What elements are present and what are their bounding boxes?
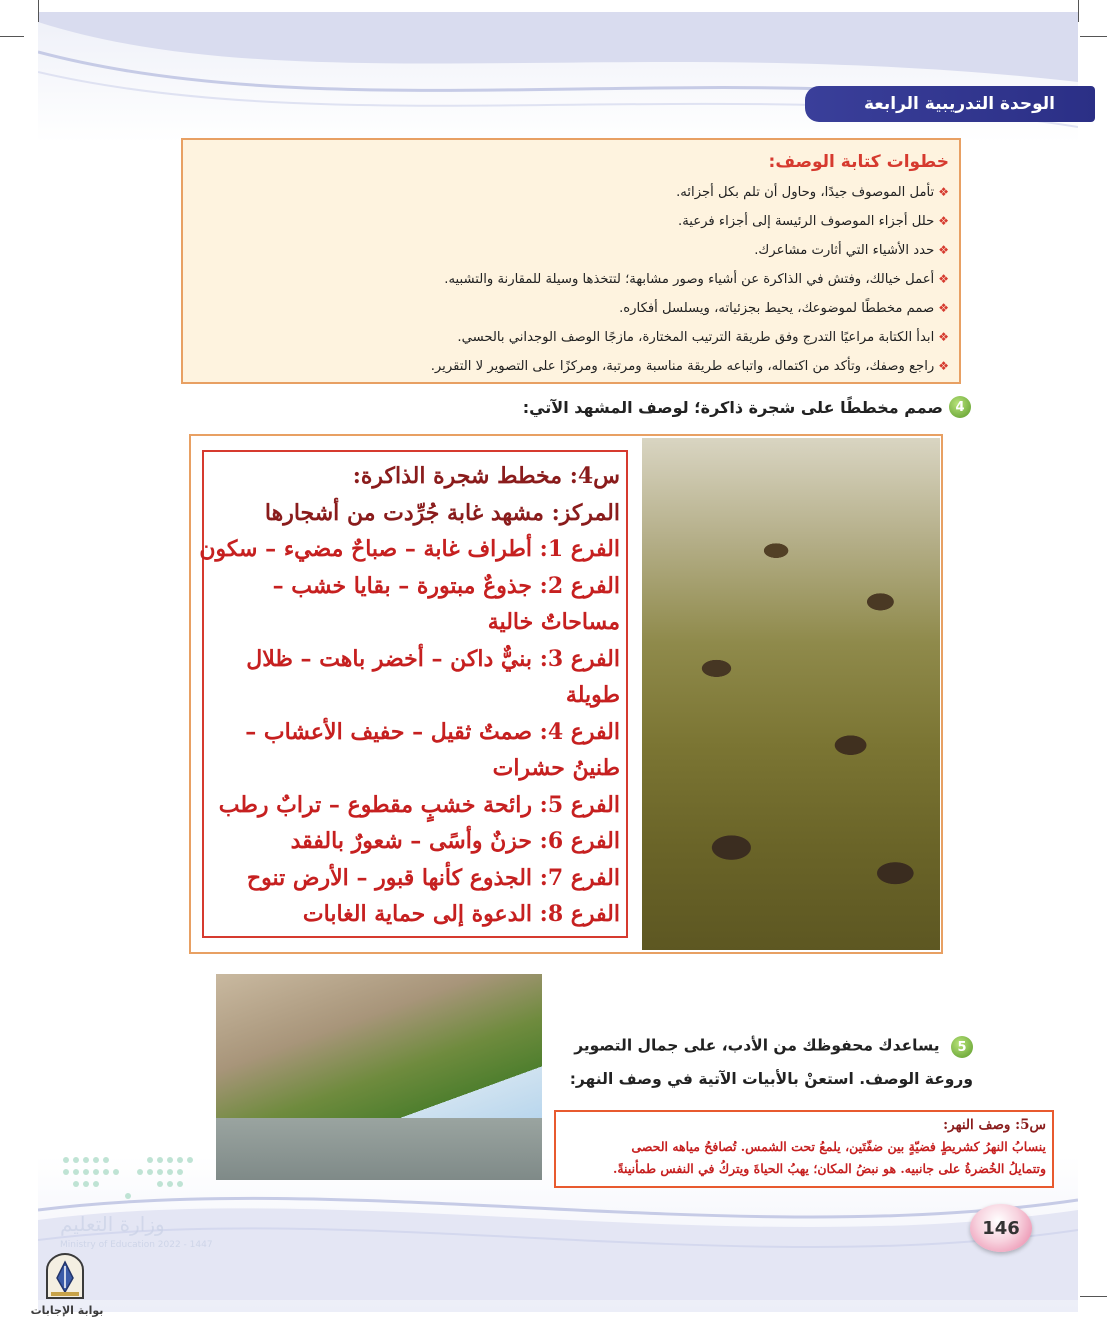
question-number-badge: 5 xyxy=(951,1036,973,1058)
answer-5-box xyxy=(554,1110,1054,1188)
diamond-bullet-icon: ❖ xyxy=(938,185,949,199)
answer-line: الفرع 7: الجذوع كأنها قبور – الأرض تنوح xyxy=(246,864,620,891)
question-4-text: صمم مخططًا على شجرة ذاكرة؛ لوصف المشهد الآتي: xyxy=(522,397,943,417)
river-photo xyxy=(216,974,542,1180)
crop-mark xyxy=(1080,1296,1107,1297)
list-item: ❖أعمل خيالك، وفتش في الذاكرة عن أشياء وصور مشابهة؛ لتتخذها وسيلة للمقارنة والتشبيه. xyxy=(444,272,949,287)
list-item: ❖تأمل الموصوف جيدًا، وحاول أن تلم بكل أجزائه. xyxy=(676,185,949,200)
answer-5-line-1: ينسابُ النهرُ كشريطٍ فضيّةٍ بين ضفّتَين، يلمعُ تحت الشمس. تُصافحُ مياهه الحصى xyxy=(631,1139,1046,1154)
top-wave-decoration xyxy=(38,12,1078,142)
writing-steps-box xyxy=(181,138,961,384)
pen-nib-icon xyxy=(43,1252,87,1300)
answer-line: الفرع 4: صمتٌ ثقيل – حفيف الأعشاب – xyxy=(245,718,620,745)
answer-line: الفرع 6: حزنٌ وأسًى – شعورٌ بالفقد xyxy=(290,828,620,854)
answer-line: الفرع 3: بنيٌّ داكن – أخضر باهت – ظلال xyxy=(246,645,620,672)
list-item: ❖حدد الأشياء التي أثارت مشاعرك. xyxy=(754,243,949,258)
answer-line: س4: مخطط شجرة الذاكرة: xyxy=(352,463,620,489)
answer-5-line-2: وتتمايلُ الخُضرةُ على جانبيه. هو نبضُ المكان؛ يهبُ الحياةَ ويتركُ في النفس طمأنينةً. xyxy=(613,1161,1046,1176)
diamond-bullet-icon: ❖ xyxy=(938,301,949,315)
diamond-bullet-icon: ❖ xyxy=(938,214,949,228)
list-item: ❖صمم مخططًا لموضوعك، يحيط بجزئياته، ويسلسل أفكاره. xyxy=(619,301,949,316)
answer-line: الفرع 2: جذوعٌ مبتورة – بقايا خشب – xyxy=(272,572,620,599)
crop-mark xyxy=(0,36,24,37)
answers-portal-label: بوابة الإجابات xyxy=(30,1304,104,1317)
question-5-line-1: يساعدك محفوظك من الأدب، على جمال التصوير xyxy=(574,1036,940,1055)
watermark-text: وزارة التعليم xyxy=(60,1212,165,1236)
answers-portal-logo[interactable] xyxy=(30,1252,104,1322)
answer-line: الفرع 8: الدعوة إلى حماية الغابات xyxy=(302,901,620,927)
question-4 xyxy=(523,396,971,418)
answer-4-box xyxy=(199,450,628,938)
answer-line: الفرع 5: رائحة خشبٍ مقطوع – ترابٌ رطب xyxy=(218,791,620,818)
answer-5-title: س5: وصف النهر: xyxy=(943,1117,1046,1133)
question-5 xyxy=(574,1036,973,1058)
question-5-line-2: وروعة الوصف. استعنْ بالأبيات الآتية في وصف النهر: xyxy=(569,1070,973,1088)
diamond-bullet-icon: ❖ xyxy=(938,359,949,373)
answer-line: مساحاتٌ خالية xyxy=(487,609,620,635)
list-item: ❖حلل أجزاء الموصوف الرئيسة إلى أجزاء فرعية. xyxy=(678,214,949,229)
steps-title: خطوات كتابة الوصف: xyxy=(768,152,949,172)
diamond-bullet-icon: ❖ xyxy=(938,272,949,286)
crop-mark xyxy=(1080,36,1107,37)
crop-mark xyxy=(1078,0,1079,22)
page-number: 146 xyxy=(970,1204,1032,1252)
unit-title-banner: الوحدة التدريبية الرابعة xyxy=(805,86,1095,122)
answer-line: طنينُ حشرات xyxy=(492,755,620,781)
list-item: ❖راجع وصفك، وتأكد من اكتماله، واتباعه طريقة مناسبة ومرتبة، ومركزًا على التصوير لا التقرير. xyxy=(430,359,949,374)
watermark-subtext: Ministry of Education 2022 - 1447 xyxy=(60,1240,213,1250)
answer-line: المركز: مشهد غابة جُرِّدت من أشجارها xyxy=(264,499,620,526)
question-number-badge: 4 xyxy=(949,396,971,418)
forest-stumps-photo xyxy=(642,438,940,950)
answer-line: الفرع 1: أطراف غابة – صباحٌ مضيء – سكون xyxy=(199,536,620,562)
steps-list xyxy=(197,178,949,381)
list-item: ❖ابدأ الكتابة مراعيًا التدرج وفق طريقة الترتيب المختارة، مازجًا الوصف الوجداني بالحسي. xyxy=(457,330,949,345)
diamond-bullet-icon: ❖ xyxy=(938,330,949,344)
ministry-dots-logo-icon xyxy=(60,1152,200,1202)
crop-mark xyxy=(38,0,39,22)
diamond-bullet-icon: ❖ xyxy=(938,243,949,257)
answer-line: طويلة xyxy=(565,682,620,708)
